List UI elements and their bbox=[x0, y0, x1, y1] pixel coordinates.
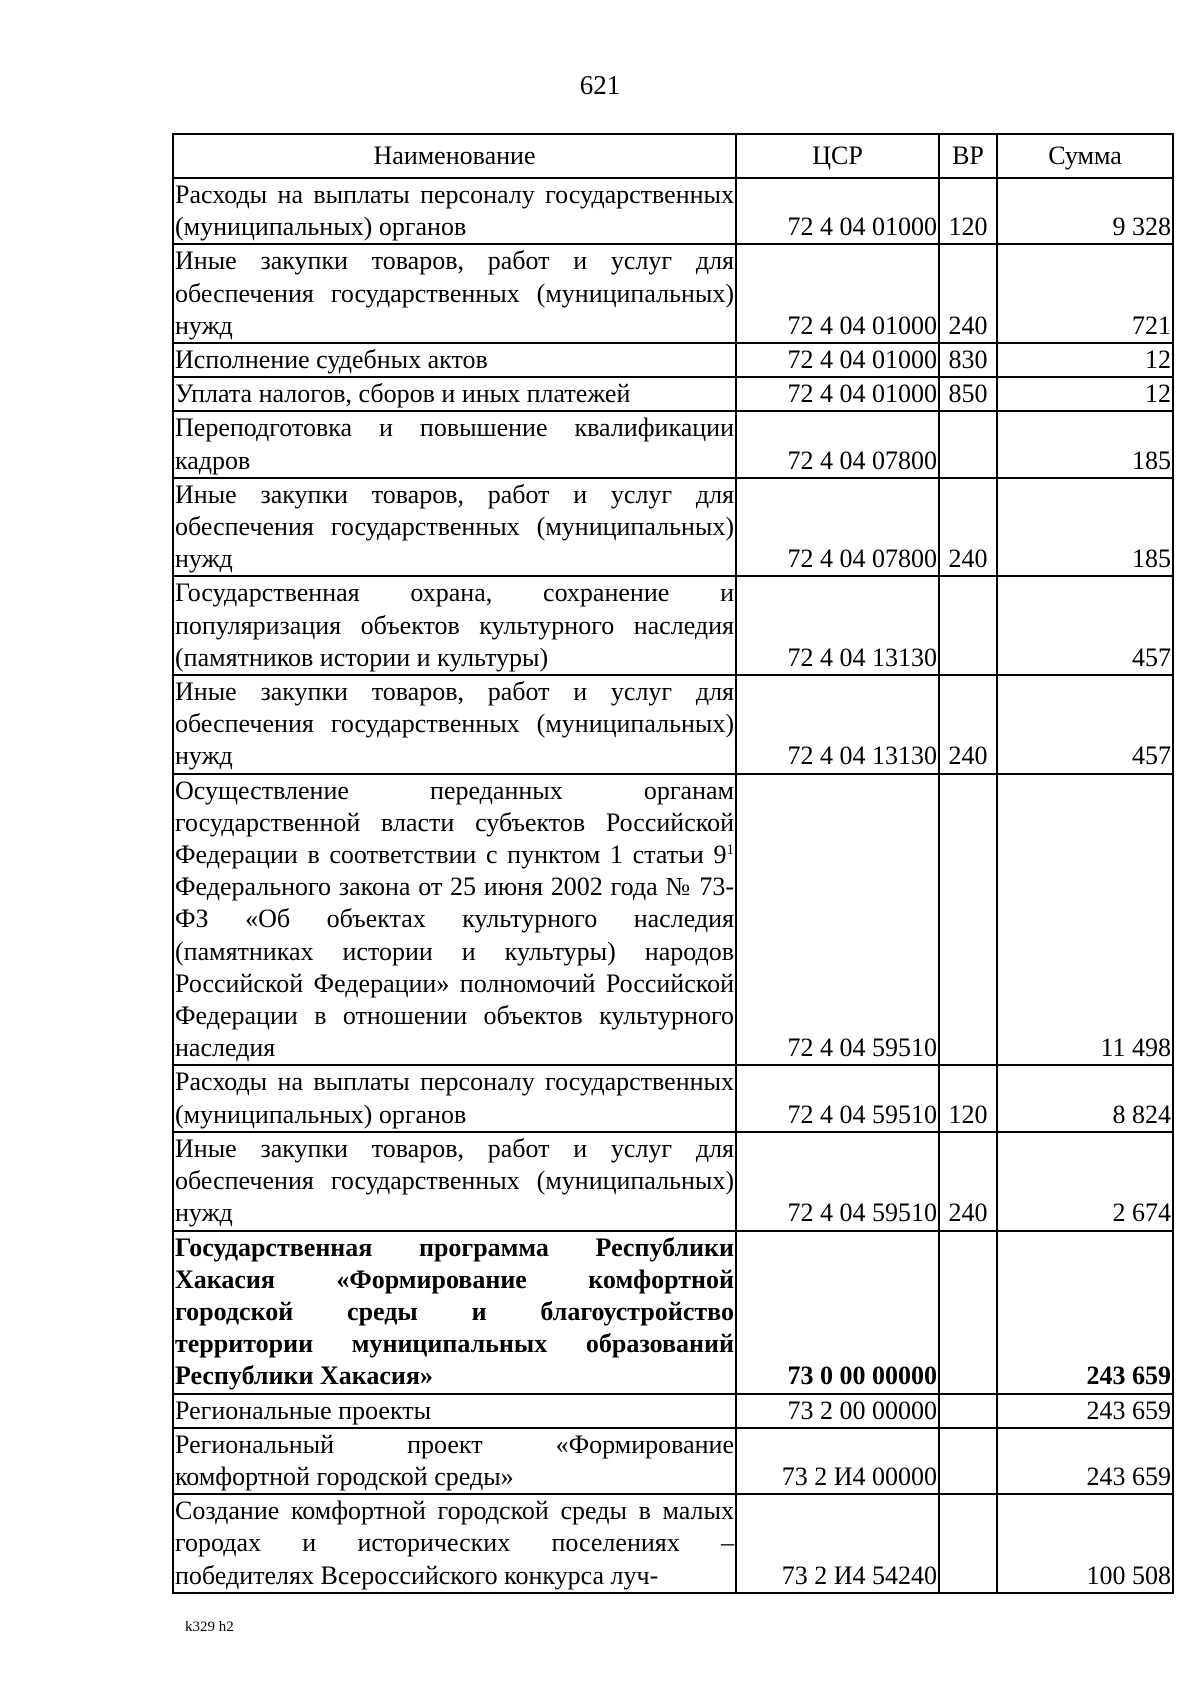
row-sum: 11 498 bbox=[997, 774, 1173, 1066]
row-name: Исполнение судебных актов bbox=[173, 343, 736, 377]
row-csr: 72 4 04 01000 bbox=[736, 343, 939, 377]
row-sum: 12 bbox=[997, 377, 1173, 411]
budget-table bbox=[172, 133, 1174, 1594]
table-row-program bbox=[173, 1231, 1173, 1394]
row-sum: 457 bbox=[997, 675, 1173, 774]
row-csr: 72 4 04 59510 bbox=[736, 774, 939, 1066]
row-name: Уплата налогов, сборов и иных платежей bbox=[173, 377, 736, 411]
header-name: Наименование bbox=[173, 134, 736, 178]
row-name: Расходы на выплаты персоналу государственных (муниципальных) органов bbox=[173, 1065, 736, 1131]
table-header-row bbox=[173, 134, 1173, 178]
row-csr: 72 4 04 01000 bbox=[736, 244, 939, 343]
row-csr: 72 4 04 13130 bbox=[736, 576, 939, 675]
table-row bbox=[173, 1065, 1173, 1131]
table-row bbox=[173, 1394, 1173, 1428]
row-name: Государственная программа Республики Хакасия «Формирование комфортной городской среды и благоустройство территории муниципальных образований Республики Хакасия» bbox=[173, 1231, 736, 1394]
superscript-mark: 1 bbox=[726, 842, 734, 859]
row-name: Иные закупки товаров, работ и услуг для обеспечения государственных (муниципальных) нужд bbox=[173, 478, 736, 577]
row-vr: 120 bbox=[939, 178, 997, 244]
table-row bbox=[173, 478, 1173, 577]
table-row bbox=[173, 244, 1173, 343]
row-name: Иные закупки товаров, работ и услуг для обеспечения государственных (муниципальных) нужд bbox=[173, 1132, 736, 1231]
header-sum: Сумма bbox=[997, 134, 1173, 178]
row-name: Региональный проект «Формирование комфортной городской среды» bbox=[173, 1428, 736, 1494]
table-row bbox=[173, 1494, 1173, 1593]
row-csr: 73 2 00 00000 bbox=[736, 1394, 939, 1428]
row-name: Создание комфортной городской среды в малых городах и исторических поселениях – победителях Всероссийского конкурса луч- bbox=[173, 1494, 736, 1593]
row-sum: 721 bbox=[997, 244, 1173, 343]
row-vr: 240 bbox=[939, 244, 997, 343]
table-row bbox=[173, 178, 1173, 244]
row-sum: 243 659 bbox=[997, 1231, 1173, 1394]
row-vr bbox=[939, 1428, 997, 1494]
row-vr bbox=[939, 1394, 997, 1428]
row-csr: 72 4 04 01000 bbox=[736, 377, 939, 411]
row-vr: 830 bbox=[939, 343, 997, 377]
row-vr: 850 bbox=[939, 377, 997, 411]
row-sum: 185 bbox=[997, 478, 1173, 577]
row-vr: 120 bbox=[939, 1065, 997, 1131]
row-csr: 73 0 00 00000 bbox=[736, 1231, 939, 1394]
row-csr: 72 4 04 01000 bbox=[736, 178, 939, 244]
row-vr: 240 bbox=[939, 1132, 997, 1231]
row-name: Государственная охрана, сохранение и популяризация объектов культурного наследия (памятников истории и культуры) bbox=[173, 576, 736, 675]
row-name-text-continued: Федерального закона от 25 июня 2002 года № 73-ФЗ «Об объектах культурного наследия (памятниках истории и культуры) народов Российской Федерации» полномочий Российской Федерации в отношении объектов культурного наследия bbox=[175, 872, 734, 1063]
row-csr: 72 4 04 59510 bbox=[736, 1065, 939, 1131]
table-row bbox=[173, 1132, 1173, 1231]
row-name bbox=[173, 774, 736, 1066]
header-vr: ВР bbox=[939, 134, 997, 178]
row-name: Региональные проекты bbox=[173, 1394, 736, 1428]
table-row bbox=[173, 1428, 1173, 1494]
row-vr bbox=[939, 1231, 997, 1394]
row-sum: 185 bbox=[997, 411, 1173, 477]
row-name-text: Осуществление переданных органам государственной власти субъектов Российской Федерации в соответствии с пунктом 1 статьи 9 bbox=[175, 775, 734, 870]
document-code: k329 h2 bbox=[185, 1619, 234, 1635]
row-sum: 243 659 bbox=[997, 1428, 1173, 1494]
row-sum: 9 328 bbox=[997, 178, 1173, 244]
row-vr bbox=[939, 576, 997, 675]
header-csr: ЦСР bbox=[736, 134, 939, 178]
table-row bbox=[173, 576, 1173, 675]
row-csr: 73 2 И4 54240 bbox=[736, 1494, 939, 1593]
row-csr: 72 4 04 07800 bbox=[736, 478, 939, 577]
row-vr bbox=[939, 1494, 997, 1593]
table-row bbox=[173, 377, 1173, 411]
row-sum: 100 508 bbox=[997, 1494, 1173, 1593]
row-csr: 72 4 04 13130 bbox=[736, 675, 939, 774]
row-vr bbox=[939, 774, 997, 1066]
row-sum: 457 bbox=[997, 576, 1173, 675]
row-name: Иные закупки товаров, работ и услуг для обеспечения государственных (муниципальных) нужд bbox=[173, 244, 736, 343]
row-sum: 8 824 bbox=[997, 1065, 1173, 1131]
row-csr: 72 4 04 59510 bbox=[736, 1132, 939, 1231]
row-name: Иные закупки товаров, работ и услуг для обеспечения государственных (муниципальных) нужд bbox=[173, 675, 736, 774]
row-sum: 2 674 bbox=[997, 1132, 1173, 1231]
row-vr: 240 bbox=[939, 675, 997, 774]
table-row bbox=[173, 675, 1173, 774]
row-sum: 12 bbox=[997, 343, 1173, 377]
table-row bbox=[173, 411, 1173, 477]
row-csr: 72 4 04 07800 bbox=[736, 411, 939, 477]
row-sum: 243 659 bbox=[997, 1394, 1173, 1428]
row-vr: 240 bbox=[939, 478, 997, 577]
row-name: Расходы на выплаты персоналу государственных (муниципальных) органов bbox=[173, 178, 736, 244]
row-name: Переподготовка и повышение квалификации кадров bbox=[173, 411, 736, 477]
row-csr: 73 2 И4 00000 bbox=[736, 1428, 939, 1494]
table-row bbox=[173, 774, 1173, 1066]
row-vr bbox=[939, 411, 997, 477]
table-row bbox=[173, 343, 1173, 377]
page-number: 621 bbox=[579, 70, 621, 100]
